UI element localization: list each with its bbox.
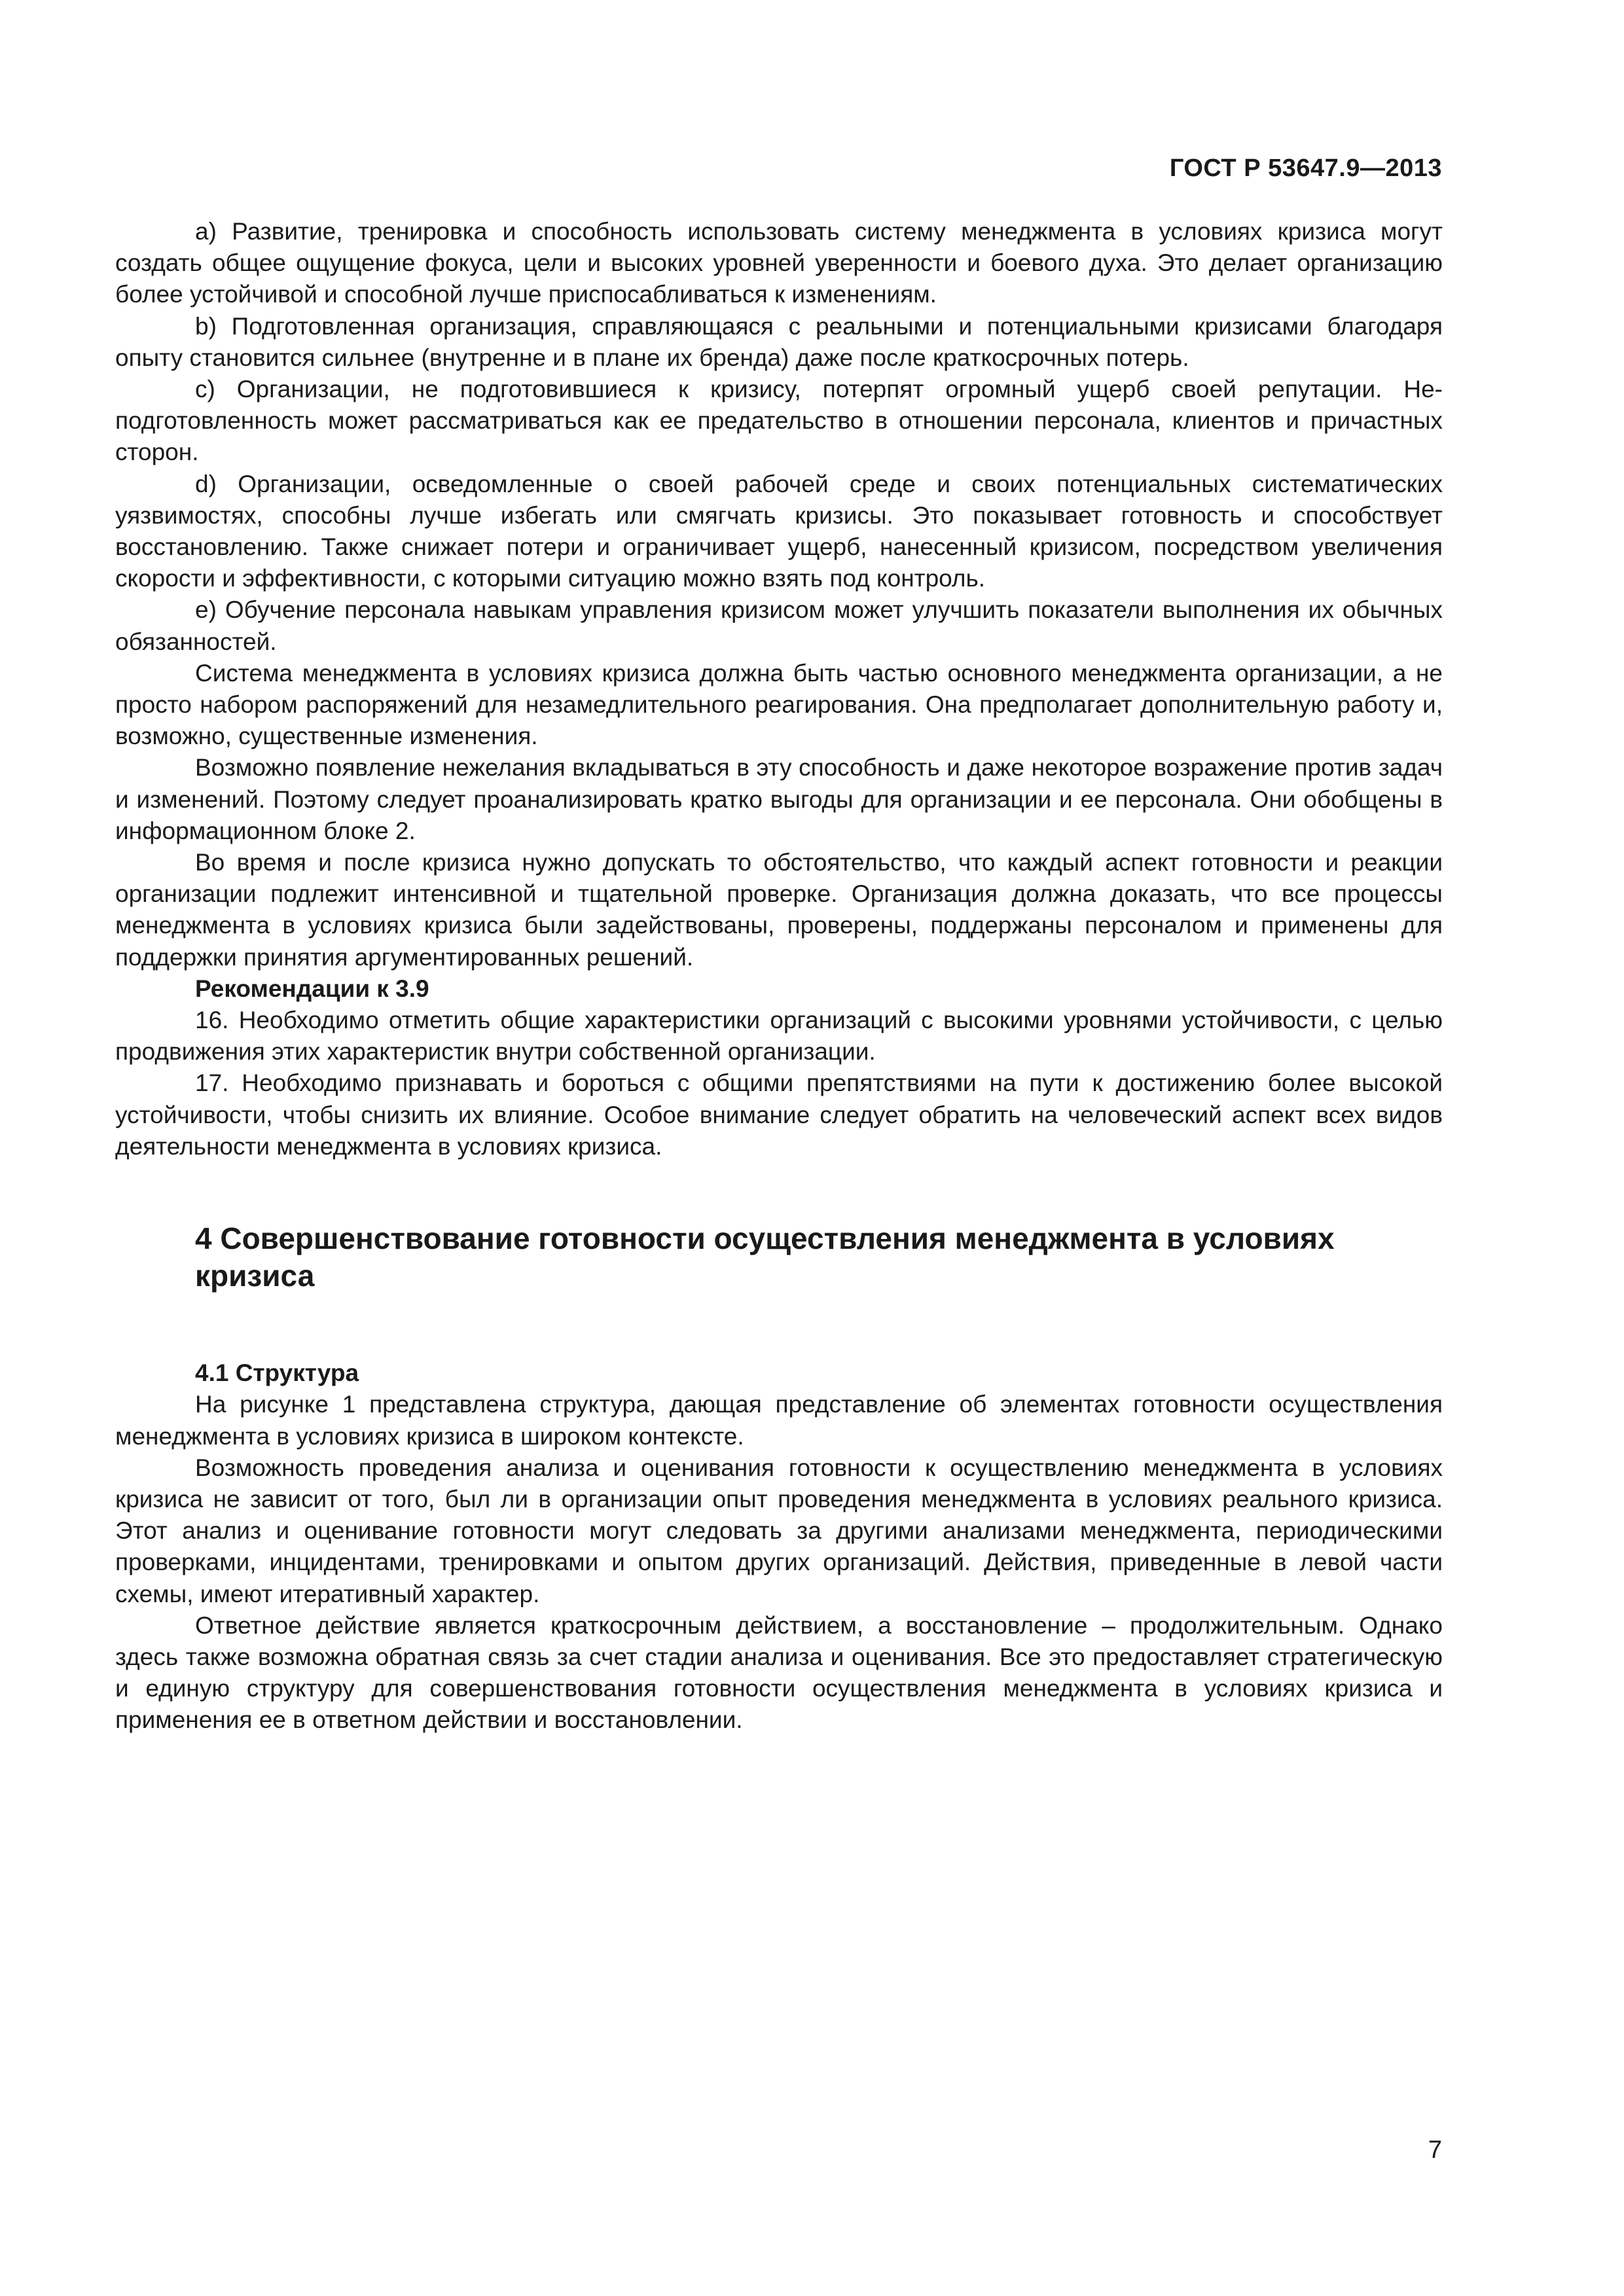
section-heading: 4 Совершенствование готовности осуществления менеджмента в условиях кризиса xyxy=(195,1221,1335,1293)
paragraph-item-d: d) Организации, осведомленные о своей рабочей среде и своих потенциальных систематических уязвимостях, способны лучше избегать или смягчать кризисы. Это показывает готовность и способствует восстановлению. Также снижает потери и ограничивает ущерб, нанесенный кризисом, посредством увеличения скорости и эффективности, с которыми ситуацию можно взять под контроль. xyxy=(115,470,1443,592)
paragraph: Возможно появление нежелания вкладываться в эту способность и даже некоторое возражение против задач и изменений. Поэтому следует проанализировать кратко выгоды для организации и ее персонала. Они обобщены в информационном блоке 2. xyxy=(115,754,1443,844)
paragraph: Система менеджмента в условиях кризиса должна быть частью основного менеджмента организации, а не просто набором распоряжений для незамедлительного реагирования. Она предполагает дополнительную работу и, возможно, существенные изменения. xyxy=(115,659,1443,750)
paragraph-item-b: b) Подготовленная организация, справляющаяся с реальными и потенциальными кризисами благодаря опыту становится сильнее (внутренне и в плане их бренда) даже после краткосрочных потерь. xyxy=(115,312,1443,371)
paragraph: Во время и после кризиса нужно допускать то обстоятельство, что каждый аспект готовности и реакции организации подлежит интенсивной и тщательной проверке. Организация должна доказать, что все процессы менеджмента в условиях кризиса были задействованы, проверены, поддержаны персоналом и применены для поддержки принятия аргументированных решений. xyxy=(115,849,1443,971)
paragraph-item-a: а) Развитие, тренировка и способность использовать систему менеджмента в условиях кризиса могут создать общее ощущение фокуса, цели и высоких уровней уверенности и боевого духа. Это делает организацию более устойчивой и способной лучше приспосабливаться к изменениям. xyxy=(115,218,1443,308)
document-code: ГОСТ Р 53647.9—2013 xyxy=(1169,154,1442,182)
paragraph: Возможность проведения анализа и оценивания готовности к осуществлению менеджмента в условиях кризиса не зависит от того, был ли в организации опыт проведения менеджмента в условиях реального кризиса. Этот анализ и оценивание готовности могут следовать за другими анализами менеджмента, периодическими проверками, инцидентами, тренировками и опытом других организаций. Действия, приведенные в левой части схемы, имеют итеративный характер. xyxy=(115,1454,1443,1607)
paragraph-item-e: e) Обучение персонала навыкам управления кризисом может улучшить показатели выполнения их обычных обязанностей. xyxy=(115,596,1443,655)
paragraph-item-c: c) Организации, не подготовившиеся к кризису, потерпят огромный ущерб своей репутации. Неподготовленность может рассматриваться как ее предательство в отношении персонала, клиентов и причастных сторон. xyxy=(115,376,1443,466)
recommendation-item-16: 16. Необходимо отметить общие характеристики организаций с высокими уровнями устойчивости, с целью продвижения этих характеристик внутри собственной организации. xyxy=(115,1007,1443,1066)
page-number: 7 xyxy=(1428,2136,1442,2164)
recommendations-heading: Рекомендации к 3.9 xyxy=(195,975,429,1002)
paragraph: На рисунке 1 представлена структура, дающая представление об элементах готовности осуществления менеджмента в условиях кризиса в широком контексте. xyxy=(115,1391,1443,1450)
subsection-heading: 4.1 Структура xyxy=(195,1359,359,1387)
recommendation-item-17: 17. Необходимо признавать и бороться с общими препятствиями на пути к достижению более высокой устойчивости, чтобы снизить их влияние. Особое внимание следует обратить на человеческий аспект всех видов деятельности менеджмента в условиях кризиса. xyxy=(115,1069,1443,1160)
paragraph: Ответное действие является краткосрочным действием, а восстановление – продолжительным. Однако здесь также возможна обратная связь за счет стадии анализа и оценивания. Все это предоставляет стратегическую и единую структуру для совершенствования готовности осуществления менеджмента в условиях кризиса и применения ее в ответном действии и восстановлении. xyxy=(115,1611,1443,1734)
document-body xyxy=(115,216,1443,1736)
